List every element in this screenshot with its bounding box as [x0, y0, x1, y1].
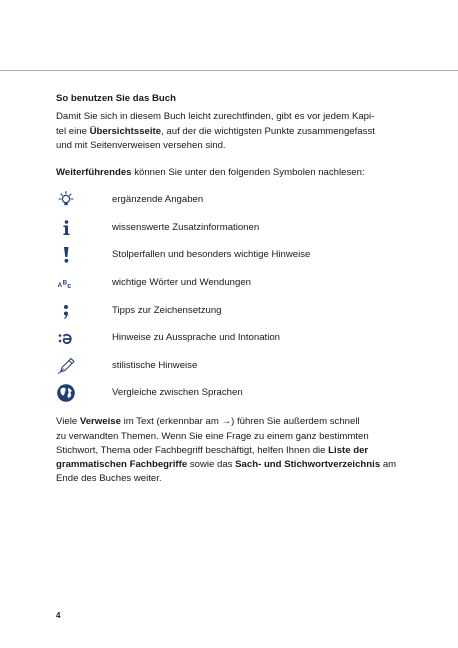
symbol-item	[56, 269, 408, 297]
symbol-item	[56, 297, 408, 325]
symbol-label: ergänzende Angaben	[112, 194, 204, 206]
closing-text-7: am	[380, 459, 397, 471]
closing-text-1: Viele	[56, 416, 80, 428]
intro-text-4: und mit Seitenverweisen versehen sind.	[56, 139, 226, 151]
symbol-item	[56, 242, 408, 270]
header-rule	[0, 70, 458, 71]
symbol-label: wissenswerte Zusatzinformationen	[112, 221, 260, 233]
symbol-label: stilistische Hinweise	[112, 359, 198, 371]
intro-text-3: , auf der die wichtigsten Punkte zusammengefasst	[161, 125, 375, 137]
page-number: 4	[56, 611, 61, 620]
symbol-label: Tipps zur Zeichensetzung	[112, 304, 222, 316]
arrow-icon: →	[221, 416, 232, 428]
symbol-label: Vergleiche zwischen Sprachen	[112, 387, 243, 399]
symbol-item	[56, 214, 408, 242]
symbol-list	[56, 186, 408, 407]
symbol-item	[56, 186, 408, 214]
symbol-label: Hinweise zu Aussprache und Intonation	[112, 332, 280, 344]
further-paragraph	[56, 166, 408, 180]
closing-bold-liste: Liste der	[328, 444, 369, 456]
symbol-item	[56, 352, 408, 380]
symbol-item	[56, 380, 408, 408]
semicolon-icon	[56, 301, 76, 321]
intro-paragraph	[56, 110, 408, 153]
symbol-item	[56, 324, 408, 352]
globe-icon	[56, 383, 76, 403]
closing-text-8: Ende des Buches weiter.	[56, 473, 162, 485]
further-bold: Weiterführendes	[56, 167, 132, 179]
pen-nib-icon	[56, 356, 76, 376]
closing-text-3: ) führen Sie außerdem schnell	[231, 416, 360, 428]
closing-text-4: zu verwandten Themen. Wenn Sie eine Frage zu einem ganz bestimmten	[56, 430, 369, 442]
further-text: können Sie unter den folgenden Symbolen nachlesen:	[131, 167, 365, 179]
closing-text-2: im Text (erkennbar am	[120, 416, 222, 428]
closing-bold-verweise: Verweise	[79, 416, 121, 428]
abc-icon	[56, 273, 76, 293]
closing-text-6: sowie das	[187, 459, 236, 471]
lightbulb-icon	[56, 190, 76, 210]
phonetic-icon	[56, 328, 76, 348]
svg-text:c: c	[67, 283, 72, 291]
intro-text-2: tel eine	[56, 125, 90, 137]
symbol-label: wichtige Wörter und Wendungen	[112, 276, 252, 288]
exclamation-icon	[56, 245, 76, 265]
info-icon	[56, 218, 76, 238]
section-heading: So benutzen Sie das Buch	[56, 93, 176, 104]
page-content	[56, 92, 408, 487]
svg-text:A: A	[57, 282, 63, 290]
closing-bold-fachbegriffe: grammatischen Fachbegriffe	[56, 459, 188, 471]
intro-text-1: Damit Sie sich in diesem Buch leicht zurechtfinden, gibt es vor jedem Kapi-	[56, 111, 375, 123]
closing-text-5: Stichwort, Thema oder Fachbegriff beschäftigt, helfen Ihnen die	[56, 444, 329, 456]
closing-paragraph	[56, 415, 408, 486]
svg-text:B: B	[62, 280, 68, 287]
intro-bold-overview: Übersichtsseite	[89, 125, 162, 137]
closing-bold-verzeichnis: Sach- und Stichwortverzeichnis	[235, 459, 381, 471]
symbol-label: Stolperfallen und besonders wichtige Hinweise	[112, 249, 311, 261]
